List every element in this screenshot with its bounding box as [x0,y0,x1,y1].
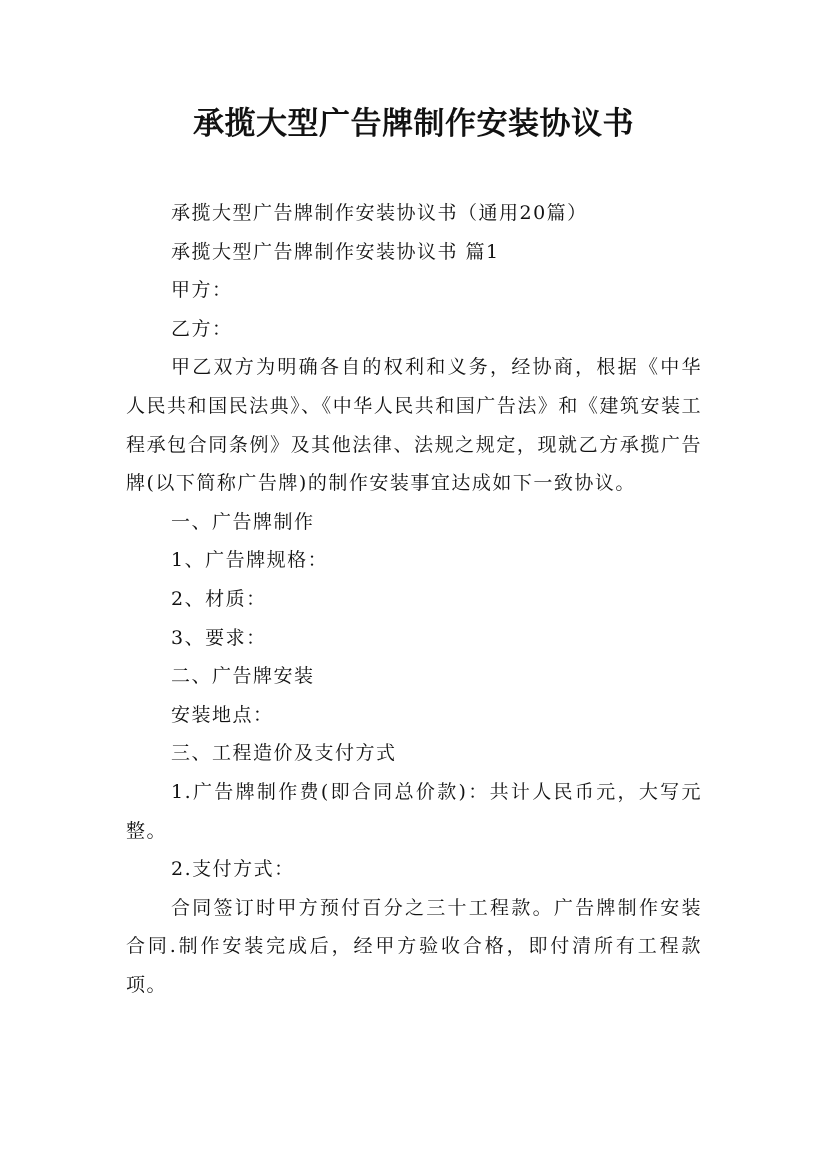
subtitle-line: 承揽大型广告牌制作安装协议书（通用20篇） [171,202,588,224]
clause-item-production-fee: 1.广告牌制作费(即合同总价款)：共计人民币元，大写元整。 [126,780,702,842]
clause-heading-cost-payment: 三、工程造价及支付方式 [171,742,397,765]
clause-heading-production: 一、广告牌制作 [171,510,315,533]
document-title: 承揽大型广告牌制作安装协议书 [193,106,634,142]
document-body [126,194,702,1004]
clause-item-spec: 1、广告牌规格： [171,549,329,572]
party-b-line: 乙方： [171,317,233,340]
clause-item-location: 安装地点： [171,703,274,726]
clause-item-material: 2、材质： [171,587,267,610]
section-heading-article-1: 承揽大型广告牌制作安装协议书 篇1 [171,240,500,263]
party-a-line: 甲方： [171,279,233,302]
clause-item-payment-method: 2.支付方式： [171,858,295,881]
preamble-paragraph: 甲乙双方为明确各自的权利和义务，经协商，根据《中华人民共和国民法典》、《中华人民共和国广告法》和《建筑安装工程承包合同条例》及其他法律、法规之规定，现就乙方承揽广告牌(以下简称广告牌)的制作安装事宜达成如下一致协议。 [126,356,702,495]
clause-item-requirements: 3、要求： [171,626,267,649]
clause-heading-installation: 二、广告牌安装 [171,665,315,688]
payment-terms-paragraph: 合同签订时甲方预付百分之三十工程款。广告牌制作安装合同.制作安装完成后，经甲方验收合格，即付清所有工程款项。 [126,896,702,996]
